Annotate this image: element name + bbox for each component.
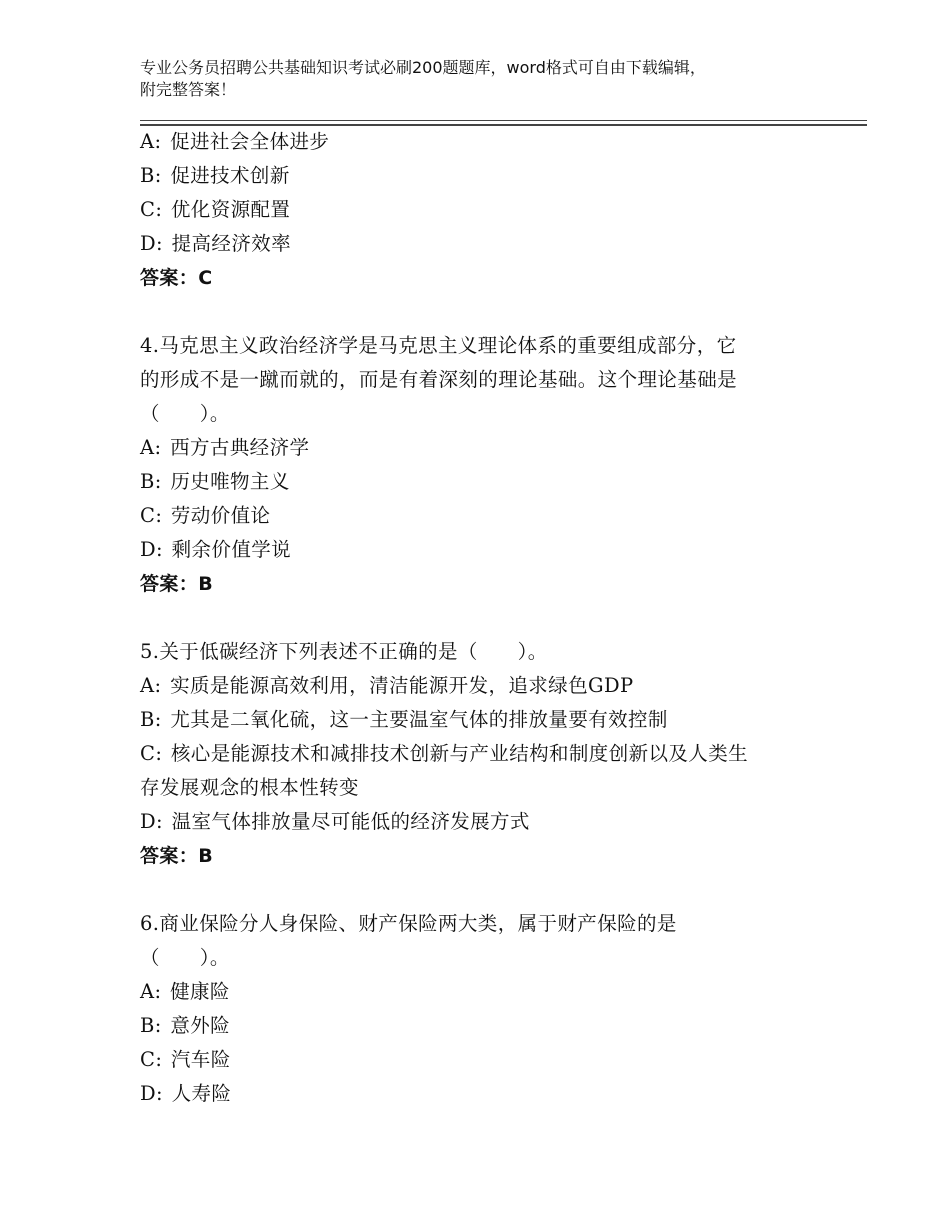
option-text: 促进技术创新 [170, 164, 290, 187]
option-d [140, 1077, 810, 1111]
option-b [140, 159, 810, 193]
option-key: A: [140, 436, 162, 459]
answer-line [140, 261, 810, 295]
option-text: 实质是能源高效利用，清洁能源开发，追求绿色GDP [170, 674, 634, 697]
question-6 [140, 907, 810, 1111]
option-key: B: [140, 708, 162, 731]
question-3 [140, 125, 810, 295]
question-stem-line: （ ）。 [140, 402, 230, 425]
answer-line [140, 839, 810, 873]
option-d [140, 533, 810, 567]
option-a [140, 431, 810, 465]
option-b [140, 703, 810, 737]
option-text: 温室气体排放量尽可能低的经济发展方式 [171, 810, 530, 833]
question-4 [140, 329, 810, 601]
option-key: B: [140, 164, 162, 187]
option-key: A: [140, 674, 162, 697]
option-key: B: [140, 1014, 162, 1037]
question-stem-line: 6.商业保险分人身保险、财产保险两大类，属于财产保险的是 [140, 912, 677, 935]
option-a [140, 125, 810, 159]
option-key: C: [140, 742, 163, 765]
header-line-1: 专业公务员招聘公共基础知识考试必刷200题题库，word格式可自由下载编辑， [140, 58, 706, 77]
option-c [140, 193, 810, 227]
option-key: C: [140, 1048, 163, 1071]
option-key: C: [140, 504, 163, 527]
option-d [140, 227, 810, 261]
option-text: 尤其是二氧化硫，这一主要温室气体的排放量要有效控制 [170, 708, 668, 731]
option-text: 人寿险 [171, 1082, 232, 1105]
option-c [140, 1043, 810, 1077]
option-text: 促进社会全体进步 [170, 130, 330, 153]
answer-line [140, 567, 810, 601]
option-text: 汽车险 [170, 1048, 231, 1071]
question-5 [140, 635, 810, 873]
answer-label: 答案： [140, 845, 199, 867]
answer-value: C [198, 267, 213, 289]
option-text: 健康险 [170, 980, 230, 1003]
option-text: 劳动价值论 [170, 504, 271, 527]
option-c [140, 499, 810, 533]
option-key: D: [140, 538, 164, 561]
option-a [140, 975, 810, 1009]
header-line-2: 附完整答案！ [140, 80, 237, 99]
option-key: D: [140, 810, 164, 833]
option-text: 历史唯物主义 [170, 470, 290, 493]
question-stem-line: 的形成不是一蹴而就的，而是有着深刻的理论基础。这个理论基础是 [140, 368, 738, 391]
answer-label: 答案： [140, 267, 199, 289]
option-text: 核心是能源技术和减排技术创新与产业结构和制度创新以及人类生 [170, 742, 749, 765]
option-key: B: [140, 470, 162, 493]
option-c [140, 737, 810, 771]
question-stem-line: 4.马克思主义政治经济学是马克思主义理论体系的重要组成部分，它 [140, 334, 737, 357]
option-d [140, 805, 810, 839]
option-text: 剩余价值学说 [171, 538, 292, 561]
option-key: C: [140, 198, 163, 221]
option-text: 西方古典经济学 [170, 436, 310, 459]
page-header [140, 57, 820, 101]
option-c-continuation: 存发展观念的根本性转变 [140, 776, 359, 799]
answer-value: B [198, 845, 214, 867]
option-b [140, 465, 810, 499]
option-key: D: [140, 232, 164, 255]
answer-value: B [198, 573, 214, 595]
option-a [140, 669, 810, 703]
answer-label: 答案： [140, 573, 199, 595]
question-stem-line: 5.关于低碳经济下列表述不正确的是（ ）。 [140, 640, 548, 663]
option-key: A: [140, 130, 162, 153]
option-key: A: [140, 980, 162, 1003]
option-key: D: [140, 1082, 164, 1105]
option-text: 优化资源配置 [170, 198, 291, 221]
option-text: 提高经济效率 [171, 232, 292, 255]
document-body [140, 125, 810, 1111]
option-b [140, 1009, 810, 1043]
option-text: 意外险 [170, 1014, 231, 1037]
question-stem-line: （ ）。 [140, 946, 230, 969]
